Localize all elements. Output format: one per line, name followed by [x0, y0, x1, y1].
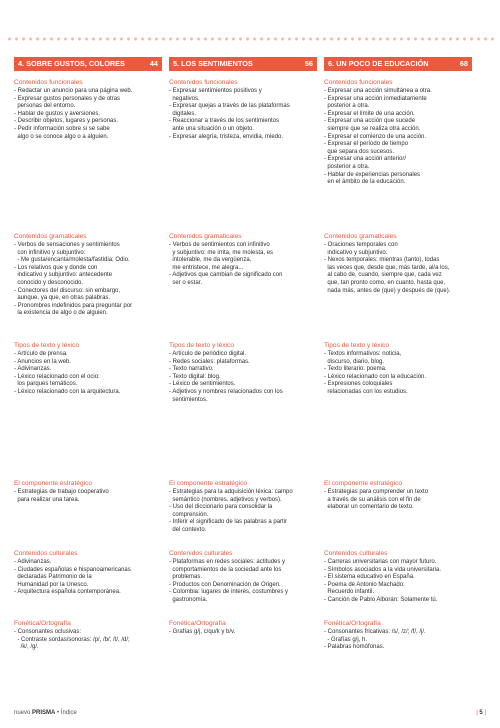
list-item: - Canción de Pablo Alborán: Solamente tú. [324, 596, 438, 603]
list-item: conocido y desconocido. [14, 279, 84, 286]
unit-title: 4. SOBRE GUSTOS, COLORES [18, 59, 125, 68]
list-item: - Pronombres indefinidos para preguntar por [14, 302, 133, 309]
list-item: - Símbolos asociados a la vida universitaria. [324, 566, 442, 573]
section-title: Contenidos funcionales [324, 79, 393, 86]
section-contenidos-funcionales [14, 79, 162, 141]
list-item: relacionadas con los estudios. [324, 388, 408, 395]
list-item: comportamientos de la sociedad ante los [169, 566, 282, 573]
list-item: digitales. [169, 110, 197, 117]
section-fonetica-ortografia [324, 620, 472, 652]
list-item: - Consonantes fricativas: /s/, /z/; /f/, /j/. [324, 629, 426, 635]
list-item: - Textos informativos: noticia, [324, 351, 402, 357]
list-item: - Hablar de gustos y aversiones. [14, 110, 101, 117]
section-body [169, 489, 317, 535]
brand-prefix: nuevo [14, 710, 31, 716]
list-item: las veces que, desde que, más tarde, al/a los, [324, 264, 450, 271]
list-item: intolerable, me da vergüenza, [169, 257, 252, 264]
list-item: posterior a otra. [324, 103, 370, 110]
section-title: El componente estratégico [14, 480, 93, 487]
list-item: - Léxico relacionado con la arquitectura. [14, 388, 121, 395]
list-item: problemas. [169, 574, 203, 581]
list-item: - Arquitectura española contemporánea. [14, 589, 121, 596]
section-title: Fonética/Ortografía [14, 620, 71, 627]
section-fonetica-ortografia [14, 620, 162, 652]
list-item: - Consonantes oclusivas: [14, 629, 82, 635]
list-item: negativos. [169, 95, 200, 102]
section-title: Tipos de texto y léxico [14, 342, 79, 349]
list-item: a través de su análisis con el fin de [324, 496, 421, 503]
section-contenidos-culturales [14, 550, 162, 597]
list-item: posterior a otra. [324, 163, 370, 170]
list-item: - Colombia: lugares de interés, costumbres y [169, 589, 289, 596]
list-item: del contexto. [169, 526, 207, 533]
section-title: El componente estratégico [324, 480, 403, 487]
section-title: Contenidos culturales [169, 550, 233, 557]
section-contenidos-funcionales [169, 79, 317, 141]
list-item: con infinitivo y subjuntivo: [14, 249, 86, 256]
section-contenidos-funcionales [324, 79, 472, 187]
list-item: - Verbos de sensaciones y sentimientos [14, 242, 120, 248]
unit-title: 6. UN POCO DE EDUCACIÓN [328, 59, 429, 68]
list-item: que, tan pronto como, en cuanto, hasta que, [324, 279, 446, 286]
section-body [169, 351, 317, 404]
section-title: Fonética/Ortografía [169, 620, 226, 627]
list-item: - Adivinanzas. [14, 559, 52, 565]
unit-title: 5. LOS SENTIMIENTOS [173, 59, 253, 68]
unit-header [14, 57, 162, 71]
list-item: - Expresar una acción que sucede [324, 118, 416, 125]
list-item: - Ciudades españolas e hispanoamericanas [14, 566, 131, 573]
list-item: - Contraste sordas/sonoras: /p/, /b/; /t/, /d/; [14, 636, 130, 643]
unit-page-number: 68 [459, 59, 468, 68]
list-item: - Anuncios en la web. [14, 358, 72, 365]
list-item: - Me gusta/encanta/molesta/fastidia; Odio. [14, 257, 130, 264]
list-item: - Reaccionar a través de los sentimientos [169, 118, 280, 125]
list-item: - Expresar el límite de una acción. [324, 110, 415, 117]
list-item: - Estrategias de trabajo cooperativo [14, 489, 109, 495]
section-body [324, 242, 472, 295]
page-number-value: 5 [479, 710, 483, 716]
page-footer [14, 707, 486, 719]
list-item: - Adjetivos que cambian de significado con [169, 272, 283, 279]
list-item: aunque, ya que, en otras palabras. [14, 295, 111, 302]
section-title: Contenidos funcionales [169, 79, 238, 86]
section-body [14, 88, 162, 141]
list-item: - Grafías g/j, h. [324, 636, 368, 643]
list-item: /k/, /g/. [14, 644, 39, 651]
section-body [324, 559, 472, 605]
section-title: Contenidos gramaticales [324, 233, 397, 240]
list-item: - Plataformas en redes sociales: actitudes y [169, 559, 286, 565]
list-item: que separa dos sucesos. [324, 148, 395, 155]
list-item: Recuerdo infantil. [324, 589, 375, 596]
list-item: - Adivinanzas. [14, 366, 52, 373]
section-title: Contenidos gramaticales [14, 233, 87, 240]
section-contenidos-gramaticales [169, 233, 317, 288]
list-item: - Artículo de prensa. [14, 351, 68, 357]
list-item: personas del entorno. [14, 103, 76, 110]
section-body [14, 489, 162, 504]
unit-page-number: 56 [304, 59, 313, 68]
list-item: - Hablar de experiencias personales [324, 171, 421, 178]
section-body [14, 629, 162, 652]
list-item: discurso, diario, blog. [324, 358, 385, 365]
list-item: comprensión. [169, 511, 209, 518]
list-item: - Oraciones temporales con [324, 242, 398, 248]
list-item: - Estrategias para la adquisición léxica: campo [169, 489, 293, 495]
list-item: ser o estar. [169, 279, 203, 286]
section-body [324, 629, 472, 652]
section-title: Contenidos funcionales [14, 79, 83, 86]
section-title: Fonética/Ortografía [324, 620, 381, 627]
list-item: - Expresar una acción anterior/ [324, 156, 407, 163]
list-item: - Palabras homófonas. [324, 644, 385, 651]
unit-header [169, 57, 317, 71]
section-body [14, 351, 162, 397]
list-item: en el ámbito de la educación. [324, 179, 406, 186]
section-body [169, 88, 317, 141]
section-contenidos-culturales [169, 550, 317, 605]
unit-column-5 [169, 57, 317, 707]
list-item: sentimientos. [169, 396, 208, 403]
list-item: - Léxico de sentimientos. [169, 381, 236, 388]
list-item: - Redes sociales: plataformas. [169, 358, 250, 365]
list-item: elaborar un comentario de texto. [324, 504, 414, 511]
list-item: - Texto digital: blog. [169, 373, 221, 380]
list-item: - Expresar el período de tiempo [324, 141, 409, 148]
unit-column-6 [324, 57, 472, 707]
list-item: para realizar una tarea. [14, 496, 80, 503]
list-item: semántico (nombres, adjetivos y verbos). [169, 496, 282, 503]
list-item: - Léxico relacionado con el ocio: [14, 373, 100, 380]
list-item: - Redactar un anuncio para una página web. [14, 88, 133, 94]
list-item: - Expresar gustos personales y de otras [14, 95, 121, 102]
list-item: - Expresiones coloquiales [324, 381, 393, 388]
list-item: algo o se conoce algo o a alguien. [14, 133, 109, 140]
list-item: declaradas Patrimonio de la [14, 574, 92, 581]
list-item: Humanidad por la Unesco. [14, 581, 89, 588]
section-body [14, 559, 162, 597]
section-tipos-de-texto [169, 342, 317, 404]
section-contenidos-gramaticales [14, 233, 162, 318]
brand-line [14, 710, 77, 716]
section-fonetica-ortografia [169, 620, 317, 637]
section-tipos-de-texto [324, 342, 472, 397]
section-body [169, 559, 317, 605]
section-title: Tipos de texto y léxico [169, 342, 234, 349]
list-item: - Expresar sentimientos positivos y [169, 88, 262, 94]
list-item: la existencia de algo o de alguien. [14, 310, 108, 317]
section-body [169, 242, 317, 288]
list-item: - Describir objetos, lugares y personas. [14, 118, 119, 125]
list-item: - Expresar el comienzo de una acción. [324, 133, 427, 140]
list-item: gastronomía. [169, 596, 208, 603]
list-item: - Expresar una acción simultánea a otra. [324, 88, 432, 94]
unit-column-4 [14, 57, 162, 707]
unit-header [324, 57, 472, 71]
list-item: - Expresar una acción inmediatamente [324, 95, 427, 102]
section-title: El componente estratégico [169, 480, 248, 487]
brand-name: PRISMA [32, 710, 56, 716]
list-item: - Texto narrativo. [169, 366, 214, 373]
list-item: - Texto literario: poema. [324, 366, 387, 373]
list-item: me entristece, me alegra... [169, 264, 244, 271]
list-item: ante una situación o un objeto. [169, 125, 255, 132]
section-componente-estrategico [14, 480, 162, 504]
list-item: - Inferir el significado de las palabras a partir [169, 519, 288, 526]
list-item: indicativo y subjuntivo. [324, 249, 388, 256]
list-item: - Artículo de periódico digital. [169, 351, 247, 357]
section-contenidos-gramaticales [324, 233, 472, 295]
list-item: al cabo de, cuando, siempre que, cada vez [324, 272, 442, 279]
section-title: Contenidos culturales [324, 550, 388, 557]
section-componente-estrategico [324, 480, 472, 512]
list-item: - Uso del diccionario para consolidar la [169, 504, 273, 511]
list-item: los parques temáticos. [14, 381, 78, 388]
section-title: Contenidos culturales [14, 550, 78, 557]
list-item: - Grafías g/j, c/qu/k y b/v. [169, 629, 236, 635]
list-item: - Pedir información sobre si se sabe [14, 125, 110, 132]
list-item: - Léxico relacionado con la educación. [324, 373, 427, 380]
list-item: - Expresar quejas a través de las plataformas [169, 103, 290, 110]
index-columns [14, 57, 488, 707]
list-item: - Estrategias para comprender un texto [324, 489, 429, 495]
list-item: - Los relativos que y donde con [14, 264, 98, 271]
list-item: - Nexos temporales: mientras (tanto), todas [324, 257, 440, 264]
section-body [324, 88, 472, 187]
list-item: - El sistema educativo en España. [324, 574, 415, 581]
section-contenidos-culturales [324, 550, 472, 605]
list-item: - Poema de Antonio Machado: [324, 581, 405, 588]
list-item: nada más, antes de (que) y después de (que). [324, 287, 451, 294]
section-body [324, 489, 472, 512]
section-componente-estrategico [169, 480, 317, 535]
list-item: siempre que se realiza otra acción. [324, 125, 421, 132]
list-item: - Carreras universitarias con mayor futuro. [324, 559, 437, 565]
section-title: Contenidos gramaticales [169, 233, 242, 240]
unit-page-number: 44 [149, 59, 158, 68]
list-item: - Verbos de sentimientos con infinitivo [169, 242, 270, 248]
section-tipos-de-texto [14, 342, 162, 397]
section-body [169, 629, 317, 637]
list-item: indicativo y subjuntivo: antecedente [14, 272, 113, 279]
decorative-dot-border [6, 36, 494, 42]
list-item: - Productos con Denominación de Origen. [169, 581, 281, 588]
list-item: - Expresar alegría, tristeza, envidia, miedo. [169, 133, 284, 140]
page-number: | 5 | [476, 710, 486, 716]
list-item: - Conectores del discurso: sin embargo, [14, 287, 121, 294]
section-title: Tipos de texto y léxico [324, 342, 389, 349]
section-body [324, 351, 472, 397]
list-item: y subjuntivo: me irrita, me molesta, es [169, 249, 274, 256]
brand-suffix: • Índice [57, 710, 77, 716]
section-body [14, 242, 162, 318]
list-item: - Adjetivos y nombres relacionados con los [169, 388, 283, 395]
